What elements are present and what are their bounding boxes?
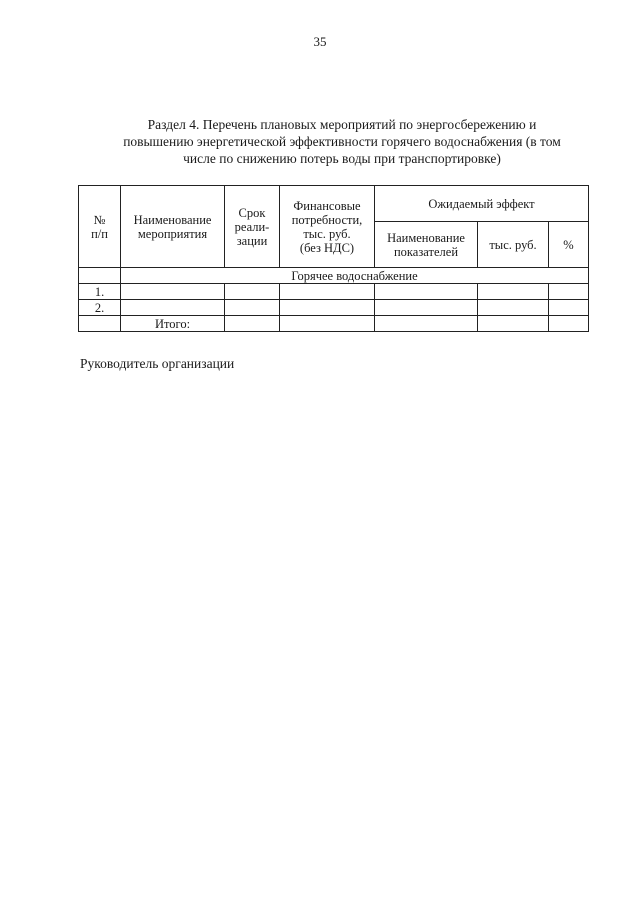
row-cell — [549, 284, 589, 300]
row-cell — [478, 300, 549, 316]
row-cell — [280, 300, 375, 316]
header-finance-line-4: (без НДС) — [299, 240, 355, 255]
header-num-line-1: № — [93, 212, 106, 227]
header-name — [121, 186, 225, 268]
measures-table — [78, 185, 589, 332]
section-title-line-3: числе по снижению потерь воды при транспортировке) — [183, 151, 501, 166]
row-cell — [225, 300, 280, 316]
total-row — [79, 316, 589, 332]
header-indicator-line-1: Наименование — [387, 230, 465, 245]
header-percent: % — [549, 222, 589, 268]
row-cell — [121, 284, 225, 300]
row-num: 2. — [79, 300, 121, 316]
row-cell — [225, 284, 280, 300]
header-indicator-line-2: показателей — [393, 244, 459, 259]
row-cell — [549, 316, 589, 332]
section-title — [96, 116, 588, 167]
row-cell — [225, 316, 280, 332]
header-term — [225, 186, 280, 268]
page-number: 35 — [313, 34, 327, 49]
header-term-line-3: зации — [236, 233, 268, 248]
header-finance-line-3: тыс. руб. — [303, 226, 351, 241]
row-cell — [375, 300, 478, 316]
section-label: Горячее водоснабжение — [121, 268, 589, 284]
row-cell — [478, 284, 549, 300]
table-row — [79, 284, 589, 300]
section-title-line-2: повышению энергетической эффективности горячего водоснабжения (в том — [123, 134, 561, 149]
header-thousand-rub: тыс. руб. — [478, 222, 549, 268]
header-indicator-name — [375, 222, 478, 268]
row-cell — [375, 284, 478, 300]
row-cell — [280, 284, 375, 300]
header-name-line-1: Наименование — [133, 212, 212, 227]
table-row — [79, 300, 589, 316]
header-finance-line-1: Финансовые — [293, 198, 361, 213]
header-num — [79, 186, 121, 268]
signature-label: Руководитель организации — [80, 356, 235, 371]
header-num-line-2: п/п — [91, 226, 108, 241]
header-name-line-2: мероприятия — [137, 226, 208, 241]
total-row-num — [79, 316, 121, 332]
header-effect: Ожидаемый эффект — [375, 186, 589, 222]
row-num: 1. — [79, 284, 121, 300]
header-finance-line-2: потребности, — [291, 212, 363, 227]
section-row — [79, 268, 589, 284]
section-title-line-1: Раздел 4. Перечень плановых мероприятий по энергосбережению и — [147, 117, 537, 132]
section-row-num — [79, 268, 121, 284]
row-cell — [121, 300, 225, 316]
header-finance — [280, 186, 375, 268]
total-label: Итого: — [121, 316, 225, 332]
row-cell — [280, 316, 375, 332]
row-cell — [549, 300, 589, 316]
row-cell — [478, 316, 549, 332]
header-row-1 — [79, 186, 589, 222]
header-term-line-2: реали- — [234, 219, 270, 234]
header-term-line-1: Срок — [238, 205, 266, 220]
row-cell — [375, 316, 478, 332]
